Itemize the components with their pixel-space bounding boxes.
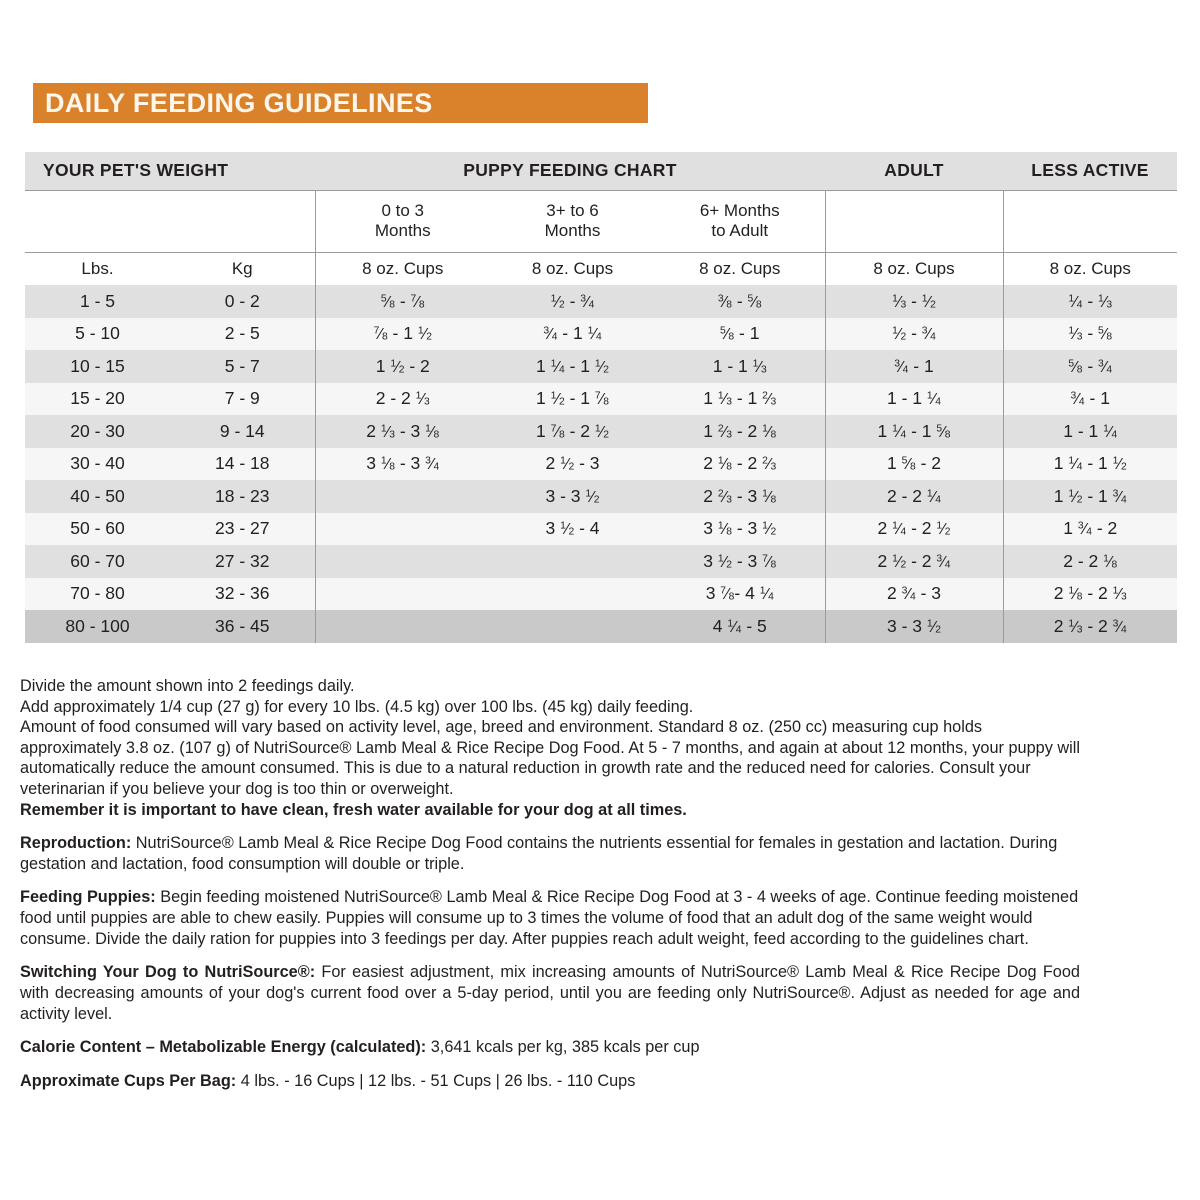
note-cups-per-bag (20, 1071, 1080, 1092)
subheader-blank-adult (825, 190, 1003, 252)
subheader-puppy-0-3-line1: 0 to 3 (381, 200, 425, 220)
cell-adult: 2 $^1⁄_2 - 2$ $^3⁄_4$ (825, 545, 1003, 578)
cell-adult: 2 - 2 $^1⁄_4$ (825, 480, 1003, 513)
header-less-active: LESS ACTIVE (1003, 152, 1177, 190)
cell-puppy-6-adult: 3 $^1⁄_8 - 3$ $^1⁄_2$ (655, 513, 825, 546)
cell-lbs: 15 - 20 (25, 383, 170, 416)
cell-puppy-3-6: 3 $^1⁄_2 - 4$ (490, 513, 655, 546)
note-amount-of-food (20, 717, 1080, 799)
table-unit-row (25, 252, 1177, 285)
cell-puppy-3-6: 3 - 3 $^1⁄_2$ (490, 480, 655, 513)
table-row (25, 350, 1177, 383)
cell-less-active: $^1⁄_3$ - $^5⁄_8$ (1003, 318, 1177, 351)
note-feeding-puppies (20, 887, 1080, 949)
cell-kg: 0 - 2 (170, 285, 315, 318)
cell-kg: 32 - 36 (170, 578, 315, 611)
cell-puppy-3-6: $^1⁄_2$ - $^3⁄_4$ (490, 285, 655, 318)
note-cups-per-bag-label: Approximate Cups Per Bag: (20, 1071, 237, 1090)
cell-lbs: 60 - 70 (25, 545, 170, 578)
cell-lbs: 70 - 80 (25, 578, 170, 611)
cell-puppy-6-adult: 3 $^7⁄_8-$ 4 $^1⁄_4$ (655, 578, 825, 611)
cell-lbs: 1 - 5 (25, 285, 170, 318)
subheader-puppy-0-3 (315, 190, 490, 252)
cell-adult: $^3⁄_4 - 1$ (825, 350, 1003, 383)
cell-kg: 18 - 23 (170, 480, 315, 513)
cell-puppy-0-3: 2 - 2 $^1⁄_3$ (315, 383, 490, 416)
cell-puppy-0-3: 2 $^1⁄_3 - 3$ $^1⁄_8$ (315, 415, 490, 448)
cell-puppy-6-adult: 2 $^1⁄_8 - 2$ $^2⁄_3$ (655, 448, 825, 481)
cell-kg: 27 - 32 (170, 545, 315, 578)
note-feeding-puppies-body: Begin feeding moistened NutriSource® Lamb Meal & Rice Recipe Dog Food at 3 - 4 weeks of age. Continue feeding moistened food until puppies are able to chew easily. Puppies will consume up to 3 times the volume of food that an adult dog of the same weight would consume. Divide the daily ration for puppies into 3 feedings per day. After puppies reach adult weight, feed according to the guidelines chart. (20, 888, 1079, 948)
note-feeding-puppies-label: Feeding Puppies: (20, 888, 156, 907)
cell-kg: 9 - 14 (170, 415, 315, 448)
table-row (25, 578, 1177, 611)
cell-lbs: 5 - 10 (25, 318, 170, 351)
cell-puppy-0-3 (315, 480, 490, 513)
cell-puppy-0-3: $^5⁄_8$ - $^7⁄_8$ (315, 285, 490, 318)
cell-adult: 2 $^3⁄_4 - 3$ (825, 578, 1003, 611)
cell-lbs: 10 - 15 (25, 350, 170, 383)
subheader-puppy-6-adult-line2: to Adult (711, 221, 769, 240)
table-body (25, 285, 1177, 643)
cell-puppy-6-adult: 3 $^1⁄_2 - 3$ $^7⁄_8$ (655, 545, 825, 578)
unit-cups-0-3: 8 oz. Cups (315, 252, 490, 285)
feeding-table (25, 152, 1177, 643)
banner (33, 83, 648, 123)
cell-puppy-3-6: 1 $^7⁄_8 - 2$ $^1⁄_2$ (490, 415, 655, 448)
unit-cups-3-6: 8 oz. Cups (490, 252, 655, 285)
note-switching-label: Switching Your Dog to NutriSource®: (20, 963, 316, 982)
table-row (25, 513, 1177, 546)
table-row (25, 448, 1177, 481)
cell-lbs: 20 - 30 (25, 415, 170, 448)
table-row (25, 415, 1177, 448)
unit-cups-less-active: 8 oz. Cups (1003, 252, 1177, 285)
table-row (25, 610, 1177, 643)
cell-less-active: 2 $^1⁄_3 - 2$ $^3⁄_4$ (1003, 610, 1177, 643)
cell-kg: 14 - 18 (170, 448, 315, 481)
note-calorie-value: 3,641 kcals per kg, 385 kcals per cup (426, 1038, 700, 1057)
cell-kg: 36 - 45 (170, 610, 315, 643)
cell-less-active: $^1⁄_4$ - $^1⁄_3$ (1003, 285, 1177, 318)
cell-lbs: 80 - 100 (25, 610, 170, 643)
subheader-puppy-3-6-line2: Months (544, 221, 601, 240)
cell-puppy-0-3 (315, 578, 490, 611)
note-amount-of-food-text: Amount of food consumed will vary based on activity level, age, breed and environment. Standard 8 oz. (250 cc) measuring cup holds approximately 3.8 oz. (107 g) of NutriSource® Lamb Meal & Rice Recipe Dog Food. At 5 - 7 months, and again at about 12 months, your puppy will automatically reduce the amount consumed. This is due to a natural reduction in growth rate and the reduced need for calories. Consult your veterinarian if you believe your dog is too thin or overweight. (20, 718, 1080, 799)
cell-less-active: $^3⁄_4 - 1$ (1003, 383, 1177, 416)
subheader-puppy-3-6 (490, 190, 655, 252)
cell-puppy-3-6 (490, 578, 655, 611)
header-pet-weight: YOUR PET'S WEIGHT (25, 152, 315, 190)
cell-puppy-6-adult: 1 $^2⁄_3 - 2$ $^1⁄_8$ (655, 415, 825, 448)
table-row (25, 318, 1177, 351)
note-switching (20, 962, 1080, 1024)
cell-puppy-3-6: 1 $^1⁄_2 - 1$ $^7⁄_8$ (490, 383, 655, 416)
cell-puppy-6-adult: 1 - 1 $^1⁄_3$ (655, 350, 825, 383)
cell-adult: 1 $^1⁄_4 - 1$ $^5⁄_8$ (825, 415, 1003, 448)
unit-lbs: Lbs. (25, 252, 170, 285)
note-cups-per-bag-value: 4 lbs. - 16 Cups | 12 lbs. - 51 Cups | 26 lbs. - 110 Cups (236, 1071, 636, 1090)
cell-less-active: 1 $^3⁄_4 - 2$ (1003, 513, 1177, 546)
cell-adult: $^1⁄_3$ - $^1⁄_2$ (825, 285, 1003, 318)
cell-adult: $^1⁄_2$ - $^3⁄_4$ (825, 318, 1003, 351)
unit-cups-6-adult: 8 oz. Cups (655, 252, 825, 285)
cell-puppy-0-3 (315, 513, 490, 546)
unit-kg: Kg (170, 252, 315, 285)
note-calorie-label: Calorie Content – Metabolizable Energy (calculated): (20, 1038, 427, 1057)
cell-less-active: 2 $^1⁄_8 - 2$ $^1⁄_3$ (1003, 578, 1177, 611)
cell-puppy-0-3: $^7⁄_8 - 1$ $^1⁄_2$ (315, 318, 490, 351)
cell-adult: 1 - 1 $^1⁄_4$ (825, 383, 1003, 416)
note-calorie-content (20, 1037, 1080, 1058)
notes-section (20, 676, 1080, 1091)
table-row (25, 480, 1177, 513)
cell-puppy-3-6: $^3⁄_4 - 1$ $^1⁄_4$ (490, 318, 655, 351)
note-remember-water: Remember it is important to have clean, fresh water available for your dog at all times. (20, 800, 687, 819)
cell-puppy-6-adult: $^3⁄_8$ - $^5⁄_8$ (655, 285, 825, 318)
table-row (25, 383, 1177, 416)
cell-lbs: 40 - 50 (25, 480, 170, 513)
cell-puppy-3-6: 1 $^1⁄_4 - 1$ $^1⁄_2$ (490, 350, 655, 383)
cell-adult: 2 $^1⁄_4 - 2$ $^1⁄_2$ (825, 513, 1003, 546)
note-divide: Divide the amount shown into 2 feedings daily. (20, 677, 355, 695)
cell-less-active: 1 - 1 $^1⁄_4$ (1003, 415, 1177, 448)
page-title: DAILY FEEDING GUIDELINES (45, 87, 433, 118)
cell-puppy-0-3: 1 $^1⁄_2 - 2$ (315, 350, 490, 383)
subheader-blank-less-active (1003, 190, 1177, 252)
subheader-blank-kg (170, 190, 315, 252)
note-switching-body: For easiest adjustment, mix increasing amounts of NutriSource® Lamb Meal & Rice Recipe Dog Food with decreasing amounts of your dog's current food over a 5-day period, until you are feeding only NutriSource®. Adjust as needed for age and activity level. (20, 963, 1080, 1023)
subheader-puppy-3-6-line1: 3+ to 6 (546, 200, 599, 220)
cell-lbs: 50 - 60 (25, 513, 170, 546)
cell-puppy-3-6 (490, 545, 655, 578)
cell-kg: 7 - 9 (170, 383, 315, 416)
cell-puppy-6-adult: 4 $^1⁄_4 - 5$ (655, 610, 825, 643)
cell-less-active: 1 $^1⁄_4 - 1$ $^1⁄_2$ (1003, 448, 1177, 481)
cell-less-active: $^5⁄_8$ - $^3⁄_4$ (1003, 350, 1177, 383)
note-reproduction (20, 833, 1080, 874)
cell-adult: 1 $^5⁄_8 - 2$ (825, 448, 1003, 481)
table-row (25, 545, 1177, 578)
cell-adult: 3 - 3 $^1⁄_2$ (825, 610, 1003, 643)
subheader-puppy-0-3-line2: Months (374, 221, 431, 240)
cell-kg: 23 - 27 (170, 513, 315, 546)
cell-puppy-0-3 (315, 545, 490, 578)
note-reproduction-body: NutriSource® Lamb Meal & Rice Recipe Dog Food contains the nutrients essential for females in gestation and lactation. During gestation and lactation, food consumption will double or triple. (20, 834, 1058, 873)
cell-kg: 2 - 5 (170, 318, 315, 351)
subheader-puppy-6-adult-line1: 6+ Months (699, 200, 780, 220)
note-add-approx: Add approximately 1/4 cup (27 g) for every 10 lbs. (4.5 kg) over 100 lbs. (45 kg) daily feeding. (20, 697, 694, 716)
cell-kg: 5 - 7 (170, 350, 315, 383)
table-row (25, 285, 1177, 318)
subheader-blank-lbs (25, 190, 170, 252)
cell-less-active: 1 $^1⁄_2 - 1$ $^3⁄_4$ (1003, 480, 1177, 513)
cell-puppy-6-adult: 2 $^2⁄_3 - 3$ $^1⁄_8$ (655, 480, 825, 513)
unit-cups-adult: 8 oz. Cups (825, 252, 1003, 285)
cell-puppy-3-6: 2 $^1⁄_2 - 3$ (490, 448, 655, 481)
note-reproduction-label: Reproduction: (20, 834, 132, 853)
cell-puppy-0-3 (315, 610, 490, 643)
table-group-header-row (25, 152, 1177, 190)
cell-less-active: 2 - 2 $^1⁄_8$ (1003, 545, 1177, 578)
cell-puppy-3-6 (490, 610, 655, 643)
cell-puppy-6-adult: $^5⁄_8 - 1$ (655, 318, 825, 351)
header-puppy-chart: PUPPY FEEDING CHART (315, 152, 825, 190)
cell-lbs: 30 - 40 (25, 448, 170, 481)
subheader-puppy-6-adult (655, 190, 825, 252)
header-adult: ADULT (825, 152, 1003, 190)
cell-puppy-0-3: 3 $^1⁄_8 - 3$ $^3⁄_4$ (315, 448, 490, 481)
cell-puppy-6-adult: 1 $^1⁄_3 - 1$ $^2⁄_3$ (655, 383, 825, 416)
table-sub-header-row (25, 190, 1177, 252)
